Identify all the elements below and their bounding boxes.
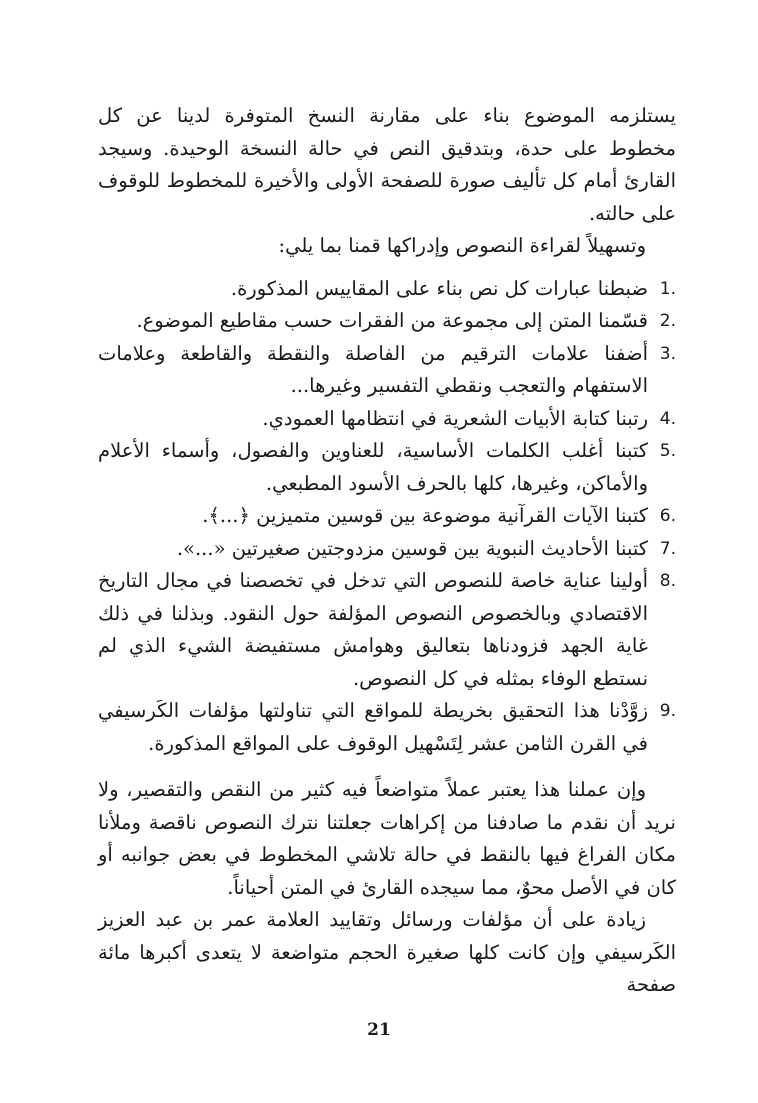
list-item-text: كتبنا أغلب الكلمات الأساسية، للعناوين والفصول، وأسماء الأعلام والأماكن، وغيرها، كلها بالحرف الأسود المطبعي.	[98, 439, 648, 495]
list-item	[98, 695, 676, 760]
list-item-text: زوَّدْنا هذا التحقيق بخريطة للمواقع التي تناولتها مؤلفات الكَرسيفي في القرن الثامن عشر لِتَسْهيل الوقوف على المواقع المذكورة.	[98, 699, 648, 755]
list-number: .9	[659, 701, 676, 721]
list-item-text: أولينا عناية خاصة للنصوص التي تدخل في تخصصنا في مجال التاريخ الاقتصادي وبالخصوص النصوص المؤلفة حول النقود. وبذلنا في ذلك غاية الجهد فزودناها بتعاليق وهوامش مستفيضة الشيء الذي لم نستطع الوفاء بمثله في كل النصوص.	[98, 569, 648, 690]
list-item-text: قسّمنا المتن إلى مجموعة من الفقرات حسب مقاطيع الموضوع.	[136, 309, 648, 332]
page-body	[98, 100, 676, 1002]
list-item-text: كتبنا الآيات القرآنية موضوعة بين قوسين متميزين ﴿...﴾.	[202, 504, 648, 527]
numbered-list	[98, 273, 676, 761]
list-item	[98, 500, 676, 533]
list-item	[98, 305, 676, 338]
list-number: .7	[659, 538, 676, 559]
list-item	[98, 273, 676, 306]
list-item	[98, 533, 676, 566]
list-number: .5	[659, 441, 676, 461]
list-number: .2	[659, 311, 676, 331]
paragraph: زيادة على أن مؤلفات ورسائل وتقاييد العلامة عمر بن عبد العزيز الكَرسيفي وإن كانت كلها صغيرة الحجم متواضعة لا يتعدى أكبرها مائة صفحة	[98, 908, 676, 996]
list-item	[98, 435, 676, 500]
page-number: 21	[367, 1020, 391, 1040]
list-item-text: أضفنا علامات الترقيم من الفاصلة والنقطة والقاطعة وعلامات الاستفهام والتعجب ونقطي التفسير وغيرها...	[98, 341, 648, 397]
list-item-text: رتبنا كتابة الأبيات الشعرية في انتظامها العمودي.	[262, 406, 648, 430]
list-number: .3	[659, 343, 676, 364]
list-item-text: ضبطنا عبارات كل نص بناء على المقاييس المذكورة.	[230, 276, 648, 300]
paragraph: وتسهيلاً لقراءة النصوص وإدراكها قمنا بما يلي:	[278, 234, 646, 257]
paragraph: وإن عملنا هذا يعتبر عملاً متواضعاً فيه كثير من النقص والتقصير، ولا نريد أن نقدم ما صادفنا من إكراهات جعلتنا نترك النصوص ناقصة وملأنا مكان الفراغ فيها بالنقط في حالة تلاشي المخطوط في بعض جوانبه أو كان في الأصل محوٌ، مما سيجده القارئ في المتن أحياناً.	[98, 778, 676, 899]
list-number: .1	[659, 278, 676, 299]
list-number: .4	[659, 408, 676, 429]
list-item-text: كتبنا الأحاديث النبوية بين قوسين مزدوجتين صغيرتين «...».	[176, 536, 648, 560]
list-item	[98, 403, 676, 436]
list-number: .6	[659, 506, 676, 526]
paragraph: يستلزمه الموضوع بناء على مقارنة النسخ المتوفرة لدينا عن كل مخطوط على حدة، وبتدقيق النص في حالة النسخة الوحيدة. وسيجد القارئ أمام كل تأليف صورة للصفحة الأولى والأخيرة للمخطوط للوقوف على حالته.	[98, 104, 676, 225]
list-item	[98, 338, 676, 403]
list-item	[98, 565, 676, 695]
list-number: .8	[659, 571, 676, 591]
